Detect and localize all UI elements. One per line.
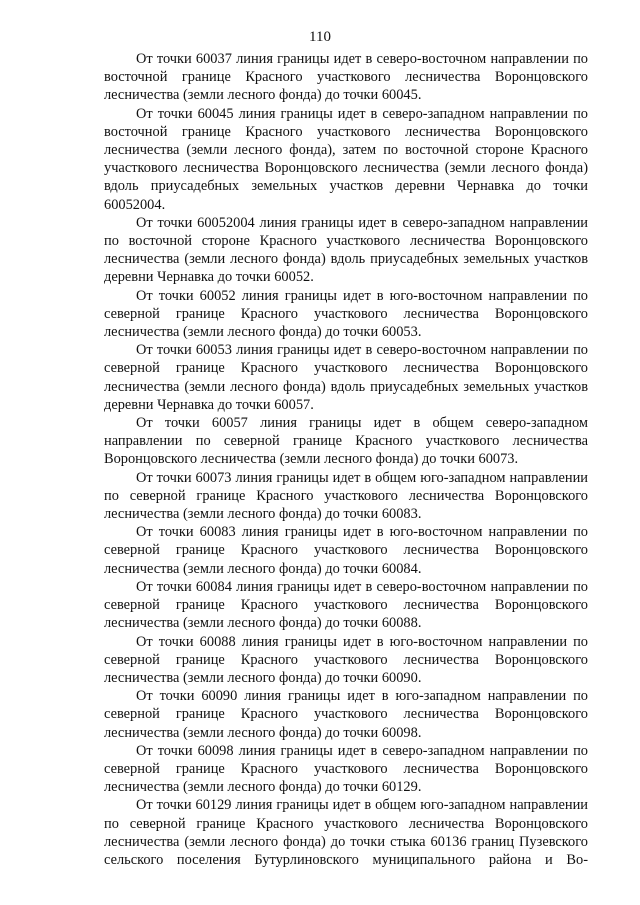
paragraph-point-60052: От точки 60052 линия границы идет в юго-восточном направлении по северной границе Красного участкового лесничества Воронцовского лесничества (земли лесного фонда) до точки 60053. <box>104 287 588 341</box>
paragraph-point-60057: От точки 60057 линия границы идет в общем северо-западном направлении по северной границе Красного участкового лесничества Воронцовского лесничества (земли лесного фонда) до точки 60073. <box>104 415 588 468</box>
paragraph-point-60045: От точки 60045 линия границы идет в северо-западном направлении по восточной границе Красного участкового лесничества Воронцовского лесничества (земли лесного фонда), затем по восточной стороне Красного участкового лесничества Воронцовского лесничества (земли лесного фонда) вдоль приусадебных земельных участков деревни Чернавка до точки 60052004. <box>104 105 588 213</box>
paragraph-point-60073: От точки 60073 линия границы идет в общем юго-западном направлении по северной границе Красного участкового лесничества Воронцовского лесничества (земли лесного фонда) до точки 60083. <box>104 469 588 523</box>
paragraph-point-60084: От точки 60084 линия границы идет в северо-восточном направлении по северной границе Красного участкового лесничества Воронцовского лесничества (земли лесного фонда) до точки 60088. <box>104 578 588 632</box>
paragraph-point-60090: От точки 60090 линия границы идет в юго-западном направлении по северной границе Красного участкового лесничества Воронцовского лесничества (земли лесного фонда) до точки 60098. <box>104 688 588 741</box>
page-number: 110 <box>309 29 331 45</box>
paragraph-point-60053: От точки 60053 линия границы идет в северо-восточном направлении по северной границе Красного участкового лесничества Воронцовского лесничества (земли лесного фонда) вдоль приусадебных земельных участков деревни Чернавка до точки 60057. <box>104 342 588 413</box>
paragraph-point-60129: От точки 60129 линия границы идет в общем юго-западном направлении по северной границе Красного участкового лесничества Воронцовского лесничества (земли лесного фонда) до точки стыка 60136 границ Пузевского сельского поселения Бутурлиновского муниципального района и Во- <box>104 797 588 868</box>
paragraph-point-60052004: От точки 60052004 линия границы идет в северо-западном направлении по восточной стороне Красного участкового лесничества Воронцовского лесничества (земли лесного фонда) вдоль приусадебных земельных участков деревни Чернавка до точки 60052. <box>104 214 588 286</box>
paragraph-point-60083: От точки 60083 линия границы идет в юго-восточном направлении по северной границе Красного участкового лесничества Воронцовского лесничества (земли лесного фонда) до точки 60084. <box>104 524 588 577</box>
document-body <box>104 50 588 869</box>
paragraph-point-60088: От точки 60088 линия границы идет в юго-восточном направлении по северной границе Красного участкового лесничества Воронцовского лесничества (земли лесного фонда) до точки 60090. <box>104 633 588 686</box>
paragraph-point-60098: От точки 60098 линия границы идет в северо-западном направлении по северной границе Красного участкового лесничества Воронцовского лесничества (земли лесного фонда) до точки 60129. <box>104 742 588 796</box>
paragraph-point-60037: От точки 60037 линия границы идет в северо-восточном направлении по восточной границе Красного участкового лесничества Воронцовского лесничества (земли лесного фонда) до точки 60045. <box>104 51 588 104</box>
